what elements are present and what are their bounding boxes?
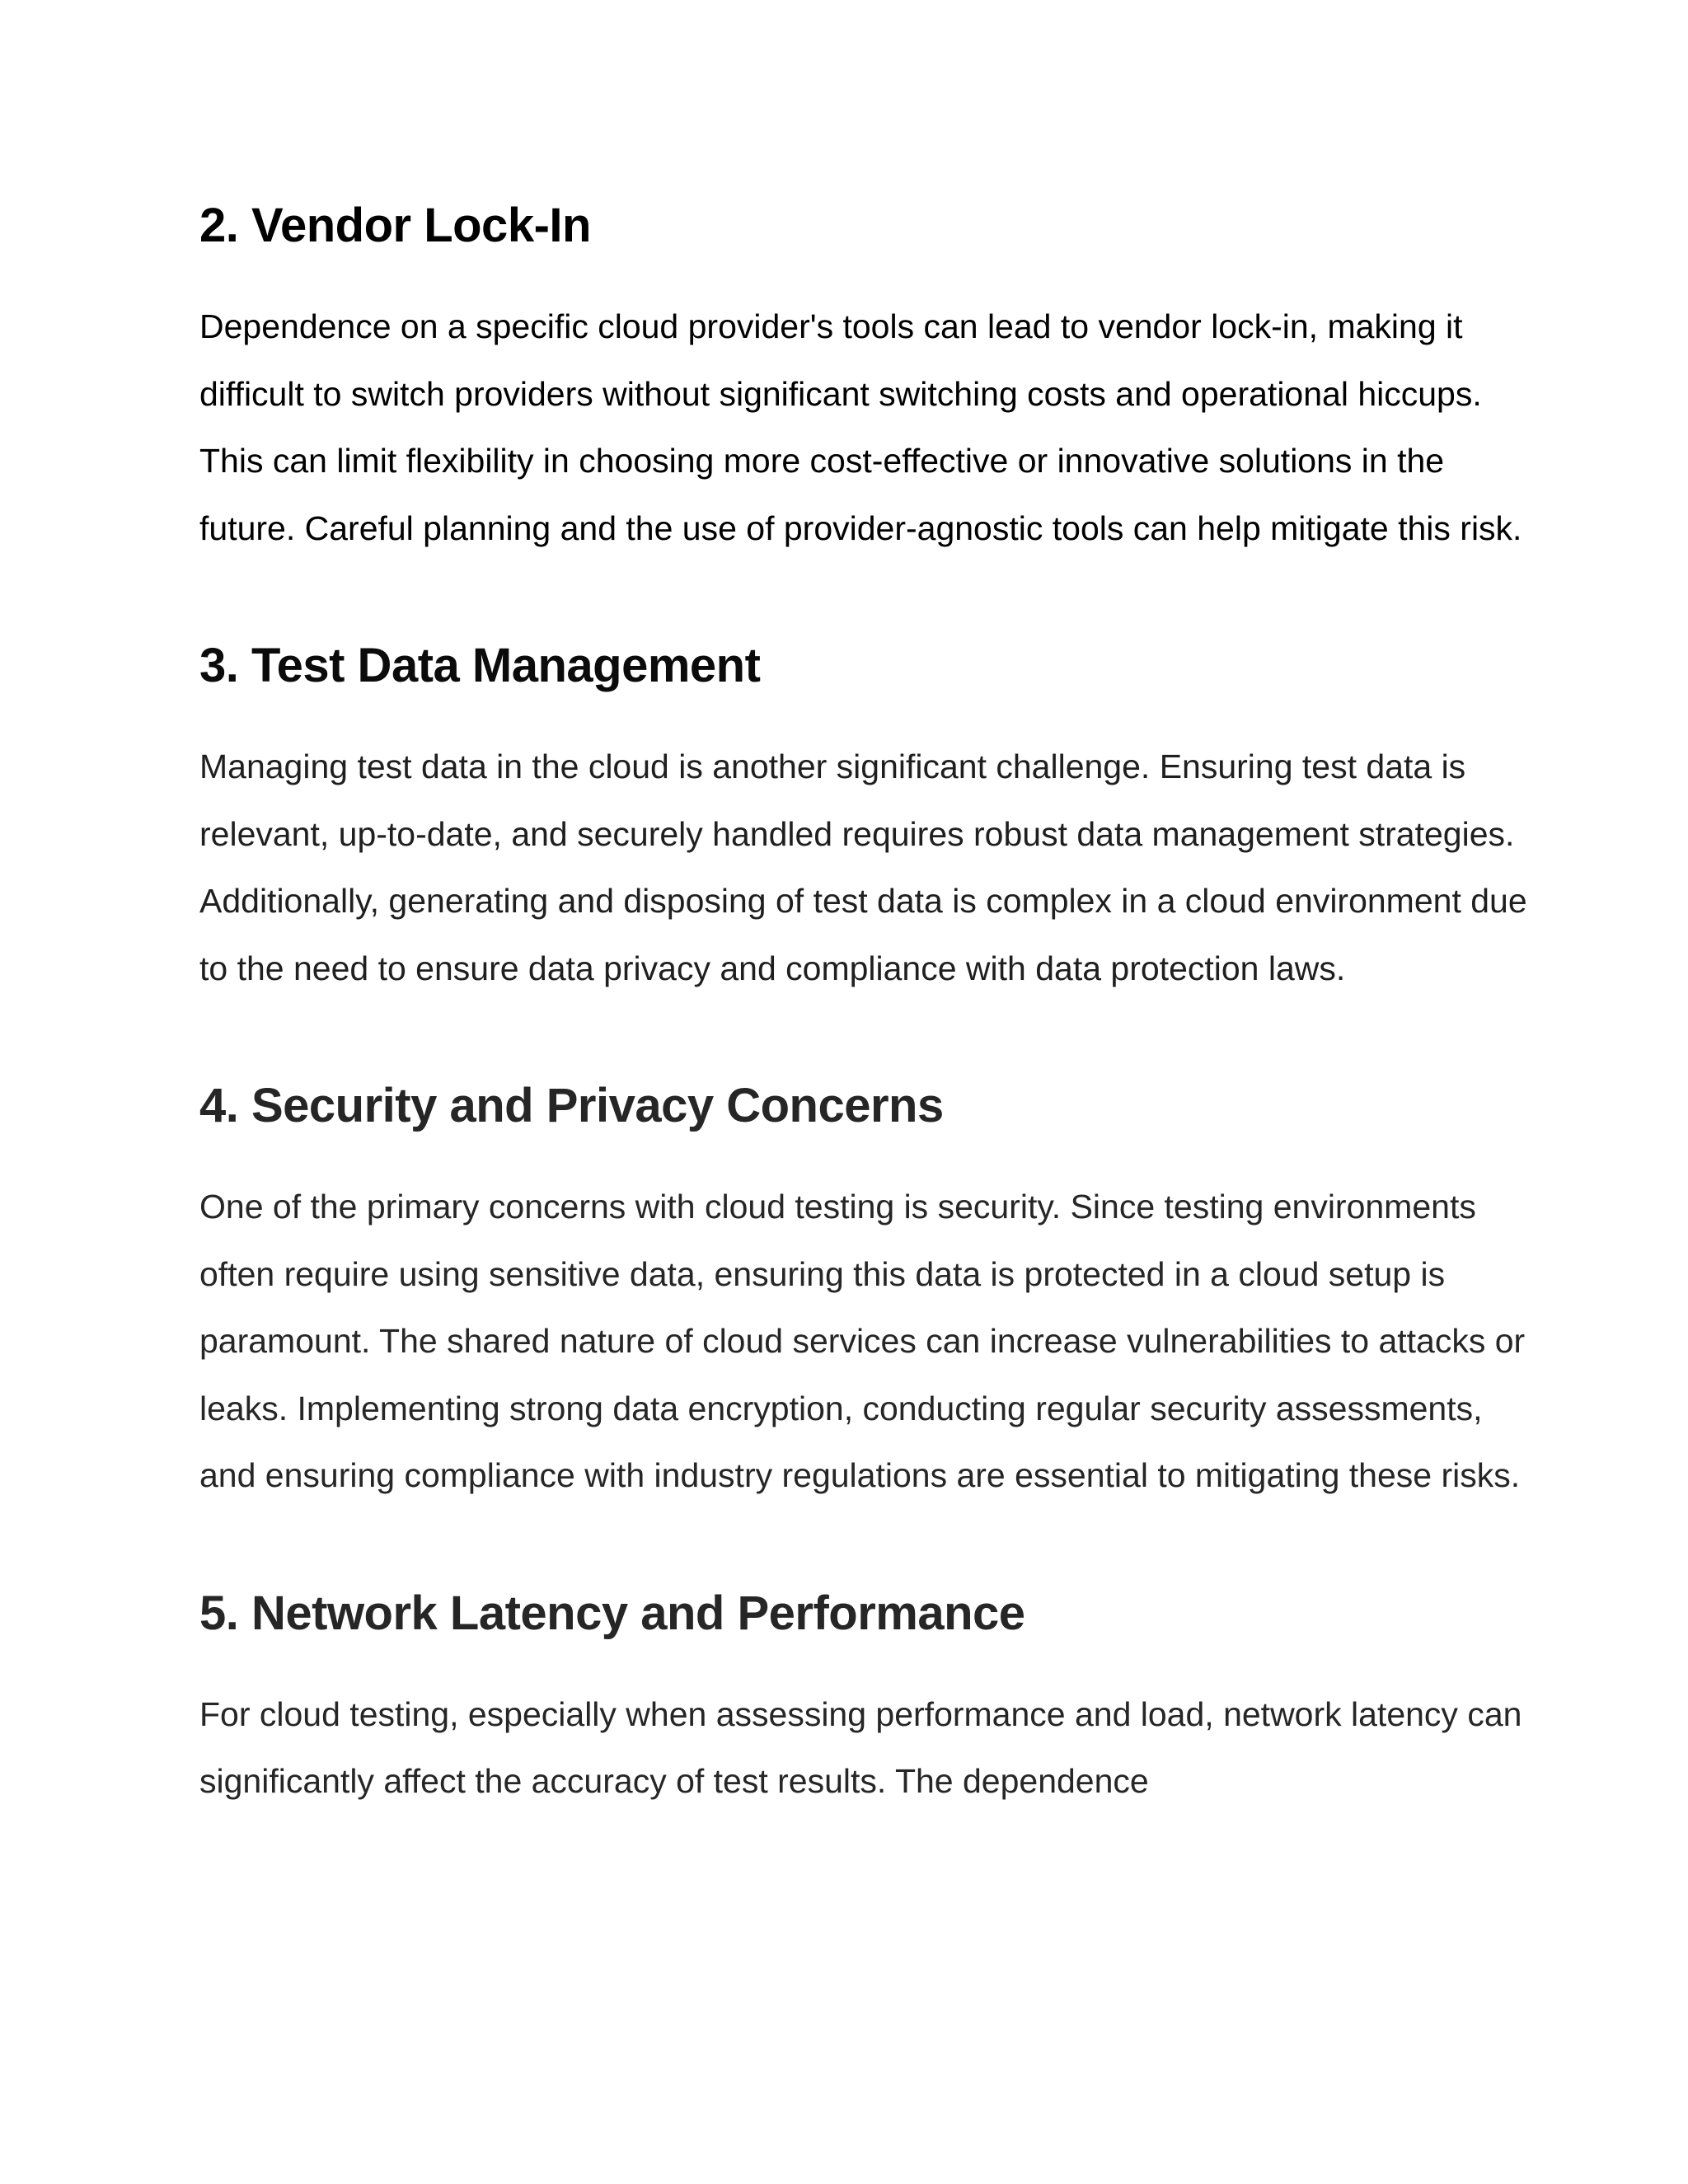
section-heading: 2. Vendor Lock-In bbox=[199, 199, 591, 252]
section-paragraph: Dependence on a specific cloud provider's tools can lead to vendor lock-in, making it difficult to switch providers without significant switching costs and operational hiccups. This can limit flexibility in choosing more cost-effective or innovative solutions in the future. Careful planning and the use of provider-agnostic tools can help mitigate this risk. bbox=[199, 307, 1522, 547]
document-page bbox=[199, 196, 1527, 1816]
section-test-data-management bbox=[199, 636, 1527, 1002]
section-paragraph: For cloud testing, especially when assessing performance and load, network latency can significantly affect the accuracy of test results. The dependence bbox=[199, 1694, 1522, 1800]
section-heading: 3. Test Data Management bbox=[199, 639, 761, 692]
section-paragraph: One of the primary concerns with cloud testing is security. Since testing environments often require using sensitive data, ensuring this data is protected in a cloud setup is paramount. The shared nature of cloud services can increase vulnerabilities to attacks or leaks. Implementing strong data encryption, conducting regular security assessments, and ensuring compliance with industry regulations are essential to mitigating these risks. bbox=[199, 1188, 1526, 1494]
section-heading: 4. Security and Privacy Concerns bbox=[199, 1079, 944, 1132]
section-security-privacy bbox=[199, 1076, 1526, 1510]
section-heading: 5. Network Latency and Performance bbox=[199, 1586, 1025, 1640]
section-network-latency bbox=[199, 1584, 1522, 1816]
section-paragraph: Managing test data in the cloud is another significant challenge. Ensuring test data is relevant, up-to-date, and securely handled requires robust data management strategies. Additionally, generating and disposing of test data is complex in a cloud environment due to the need to ensure data privacy and compliance with data protection laws. bbox=[199, 748, 1527, 987]
section-vendor-lock-in bbox=[199, 196, 1522, 562]
